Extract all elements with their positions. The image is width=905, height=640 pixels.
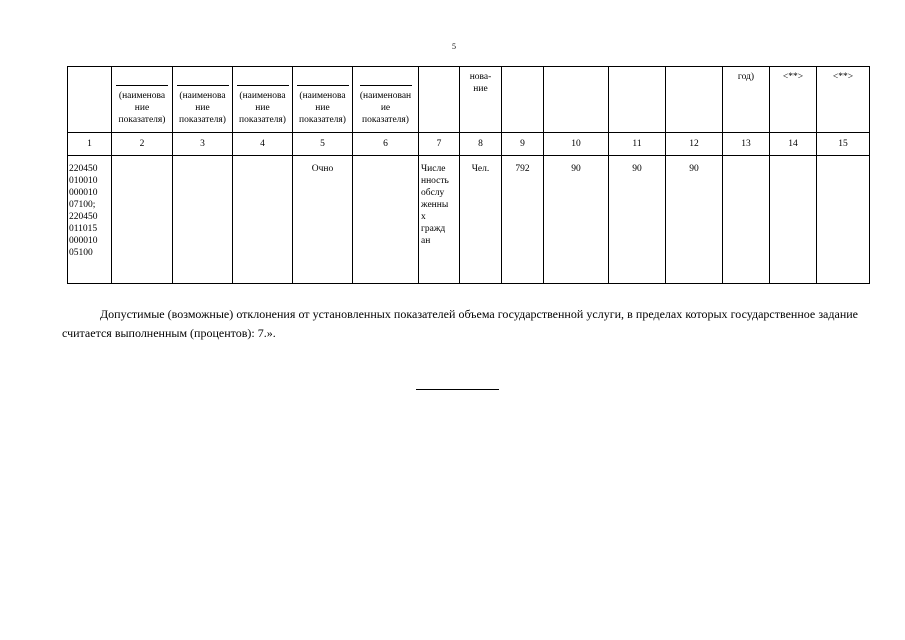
header-cell-8: нова- ние [460,67,502,133]
column-number: 6 [353,133,419,156]
column-number: 14 [770,133,817,156]
header-cell-6: (наименован ие показателя) [353,67,419,133]
header-cell-5: (наименова ние показателя) [293,67,353,133]
header-cell-2: (наименова ние показателя) [112,67,173,133]
metric-name-cell: Числе нность обслу женны х гражд ан [419,156,460,284]
table-header-row [68,67,870,133]
data-cell-2 [112,156,173,284]
header-cell-7 [419,67,460,133]
value-cell-9: 792 [502,156,544,284]
column-number: 8 [460,133,502,156]
column-number-row [68,133,870,156]
registry-code-cell: 220450 010010 000010 07100; 220450 011015 000010 05100 [68,156,112,284]
column-number: 13 [723,133,770,156]
data-cell-15 [817,156,870,284]
header-cell-1 [68,67,112,133]
header-cell-9 [502,67,544,133]
header-cell-11 [609,67,666,133]
column-number: 5 [293,133,353,156]
column-number: 10 [544,133,609,156]
column-number: 7 [419,133,460,156]
data-cell-4 [233,156,293,284]
header-cell-15: <**> [817,67,870,133]
data-cell-13 [723,156,770,284]
service-form-cell: Очно [293,156,353,284]
column-number: 1 [68,133,112,156]
deviation-paragraph: Допустимые (возможные) отклонения от установленных показателей объема государственной услуги, в пределах которых государственное задание считается выполненным (процентов): 7.». [62,307,858,340]
column-number: 9 [502,133,544,156]
value-cell-12: 90 [666,156,723,284]
column-number: 3 [173,133,233,156]
column-number: 12 [666,133,723,156]
column-number: 2 [112,133,173,156]
data-cell-3 [173,156,233,284]
header-cell-3: (наименова ние показателя) [173,67,233,133]
column-number: 11 [609,133,666,156]
header-cell-4: (наименова ние показателя) [233,67,293,133]
data-cell-14 [770,156,817,284]
header-cell-10 [544,67,609,133]
column-number: 15 [817,133,870,156]
separator-line [416,389,499,390]
unit-cell: Чел. [460,156,502,284]
header-cell-14: <**> [770,67,817,133]
column-number: 4 [233,133,293,156]
header-cell-13: год) [723,67,770,133]
data-cell-6 [353,156,419,284]
volume-indicators-table [67,66,870,284]
value-cell-10: 90 [544,156,609,284]
value-cell-11: 90 [609,156,666,284]
table-row [68,156,870,284]
page-number: 5 [452,42,456,51]
header-cell-12 [666,67,723,133]
